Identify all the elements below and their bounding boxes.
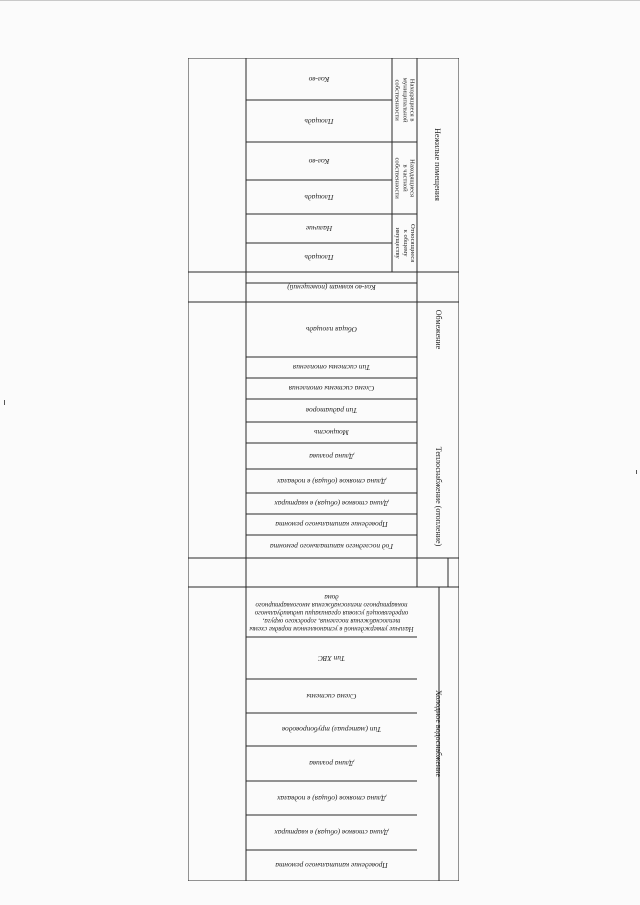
cold-water-row: Тип (материал) трубопроводов [281,725,382,735]
cold-water-row: Длина розлива [309,759,354,769]
section-title-heat: Теплоснабжение (отопление) [433,447,443,547]
cold-water-row: Длина стояков (общая) в квартирах [274,828,389,838]
cold-water-row: Проведение капитального ремонта [275,861,388,871]
cell-area: Площадь [304,192,334,202]
cold-water-row: Схема системы [306,691,357,701]
section-title-nonresidential: Нежилые помещения [433,128,443,202]
heat-row: Длина стояков (общая) в квартирах [274,499,389,509]
section-insulation [417,302,459,357]
heat-row: Длина стояков (общая) в подвалах [277,476,386,486]
cell-presence: Наличие [305,224,333,234]
group-label: Находящиеся в частной собственности [393,157,416,199]
cell-area: Площадь [304,253,334,263]
insulation-row: Кол-во комнат (помещений) [287,282,376,292]
section-heat [417,357,459,637]
section-title-cold-water: Холодное водоснабжение [433,690,443,778]
group-label: Находящиеся в муниципальной собственности [393,77,416,123]
cold-water-row: Тип ХВС [318,653,345,663]
cell-count: Кол-во [308,156,330,166]
heat-row: Схема системы отопления [288,384,375,394]
section-nonresidential [417,58,459,272]
insulation-row: Общая площадь [305,325,358,335]
cell-count: Кол-во [308,74,330,84]
housing-table [188,58,459,881]
group-common-property [392,214,417,272]
heat-row: Длина розлива [309,451,354,461]
heat-row: Год последнего капитального ремонта [269,542,394,552]
scan-speck [4,400,5,405]
heat-row: Тип радиаторов [305,406,358,416]
section-title-insulation: Обмежение [433,309,443,350]
heat-row: Проведение капитального ремонта [275,520,388,530]
group-label: Относящиеся к общему имуществу [393,223,416,263]
group-private [392,142,417,214]
group-municipal [392,58,417,142]
cold-water-row: Длина стояков (общая) в подвалах [277,793,386,803]
heat-row: Тип системы отопления [292,363,371,373]
scan-edge-top [0,0,640,1]
heat-row: Наличие утвержденной в установленном порядке схемы теплоснабжения поселения, городского округа, определяющей условия организации индивидуального поквартирного теплоснабжения многоквартирного дома [249,593,414,632]
cell-area: Площадь [304,116,334,126]
heat-row: Мощность [314,428,349,438]
scan-speck [636,470,637,474]
